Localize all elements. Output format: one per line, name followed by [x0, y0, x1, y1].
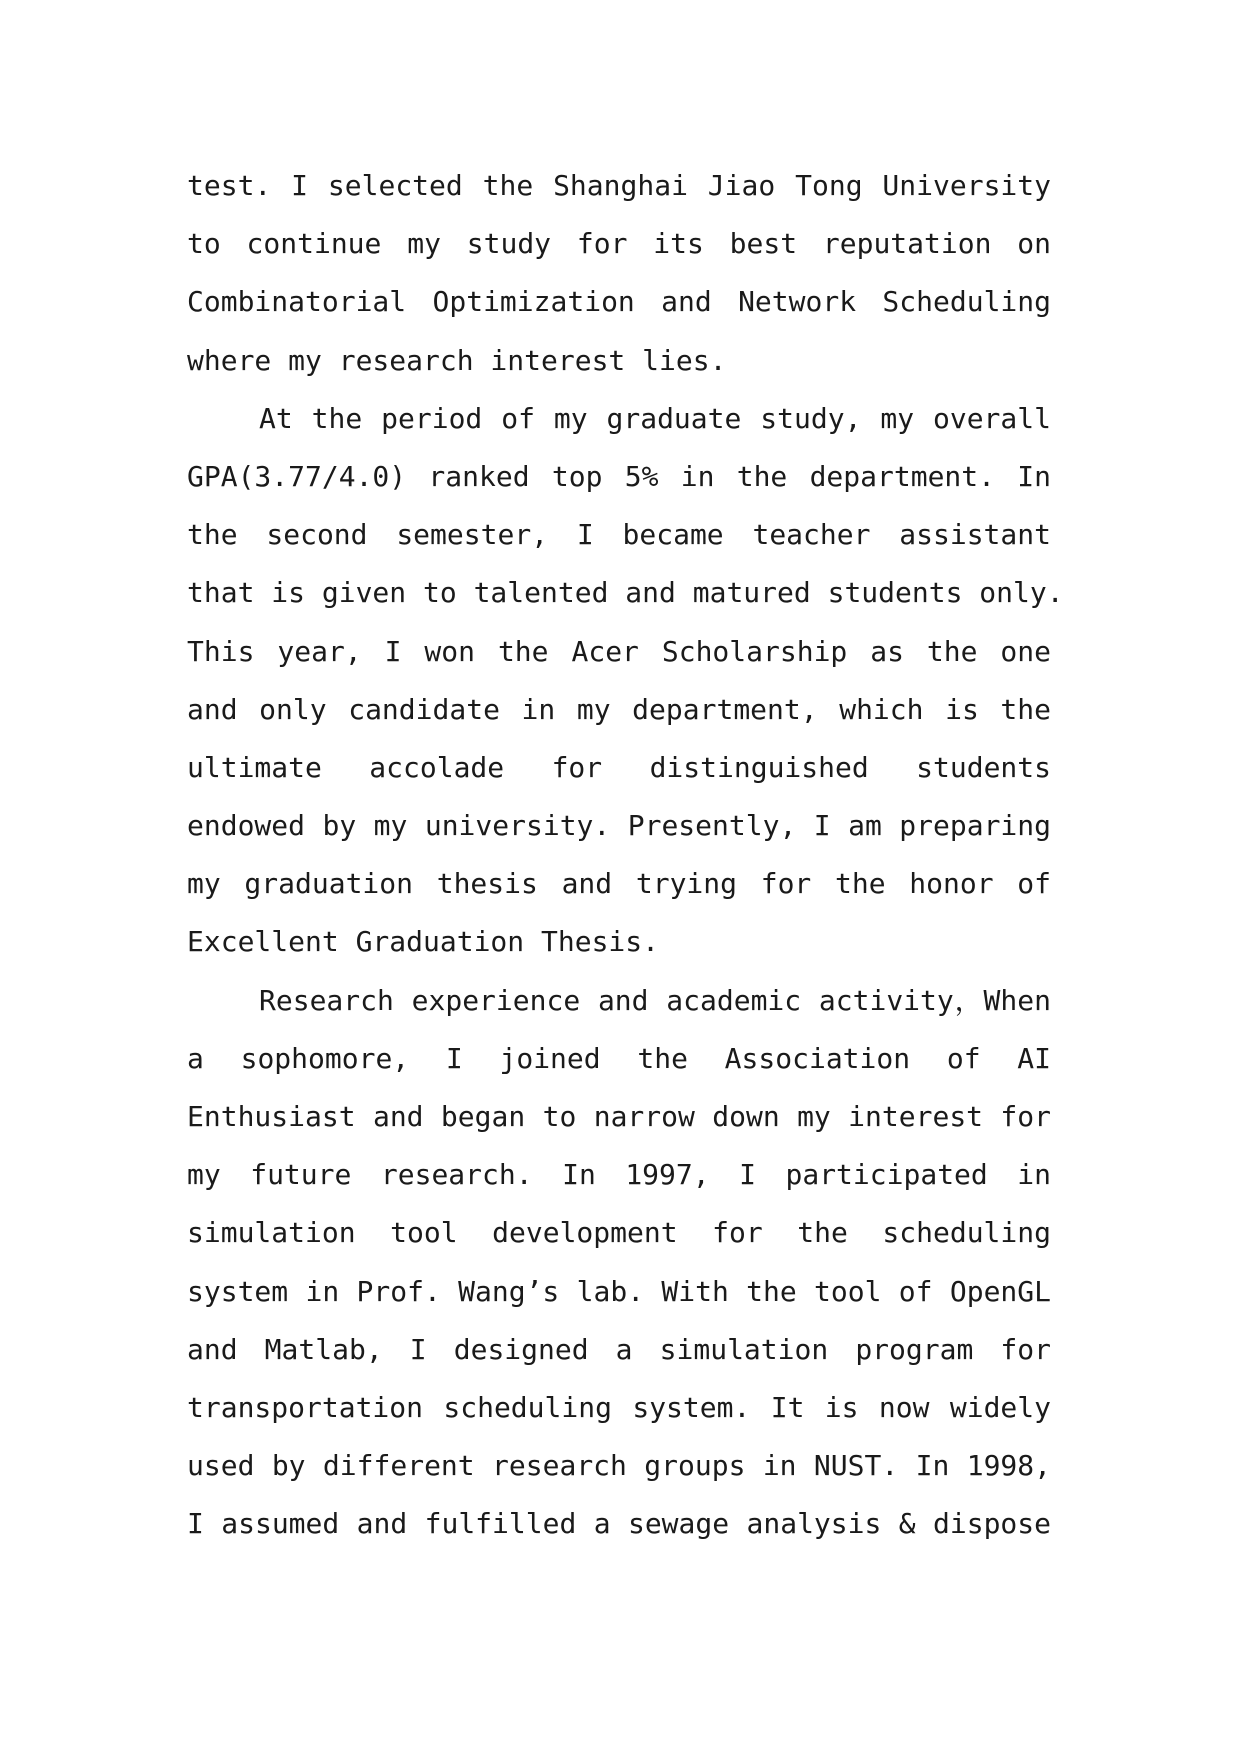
text-line: GPA(3.77/4.0) ranked top 5% in the department. In	[187, 459, 1051, 493]
text-line: system in Prof. Wang’s lab. With the tool of OpenGL	[187, 1274, 1051, 1308]
text-line: test. I selected the Shanghai Jiao Tong University	[187, 169, 1051, 202]
text-line: to continue my study for its best reputation on	[187, 227, 1051, 261]
text-line: Research experience and academic activity，When	[259, 983, 1051, 1017]
text-line: my graduation thesis and trying for the honor of	[187, 867, 1051, 901]
text-line: the second semester, I became teacher assistant	[187, 518, 1051, 552]
text-line: transportation scheduling system. It is now widely	[187, 1390, 1051, 1424]
text-line: my future research. In 1997, I participated in	[187, 1158, 1051, 1192]
text-line: This year, I won the Acer Scholarship as the one	[187, 634, 1051, 668]
text-line: a sophomore, I joined the Association of AI	[187, 1041, 1051, 1075]
text-line: Combinatorial Optimization and Network Scheduling	[187, 285, 1051, 319]
text-line: At the period of my graduate study, my overall	[259, 401, 1051, 435]
text-line: and only candidate in my department, which is the	[187, 692, 1051, 726]
text-line: simulation tool development for the scheduling	[187, 1216, 1051, 1250]
text-line: Enthusiast and began to narrow down my interest for	[187, 1100, 1051, 1133]
text-line: I assumed and fulfilled a sewage analysis & dispose	[187, 1507, 1051, 1541]
text-line: Excellent Graduation Thesis.	[187, 925, 660, 959]
text-line: used by different research groups in NUST. In 1998,	[187, 1449, 1051, 1483]
text-line: endowed by my university. Presently, I am preparing	[187, 809, 1051, 843]
text-line: where my research interest lies.	[187, 343, 727, 377]
text-line: ultimate accolade for distinguished students	[187, 750, 1051, 784]
text-line: that is given to talented and matured students only.	[187, 576, 1064, 610]
body-text	[187, 157, 1064, 1554]
text-line: and Matlab, I designed a simulation program for	[187, 1332, 1051, 1366]
